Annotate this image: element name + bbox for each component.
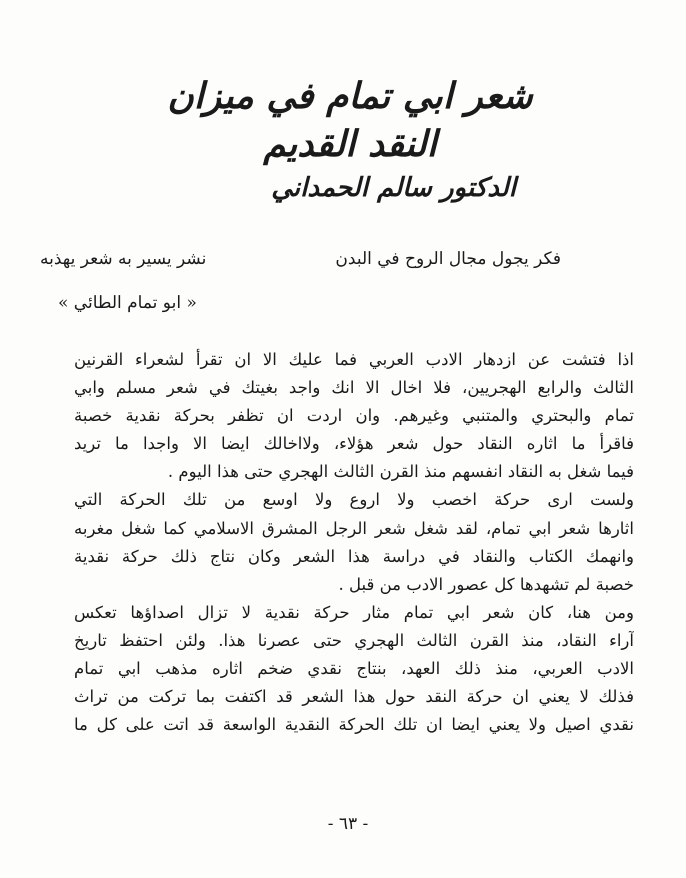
- text-line: فيما شغل به النقاد انفسهم منذ القرن الثالث الهجري حتى هذا اليوم .: [167, 462, 634, 482]
- text-line: اثارها شعر ابي تمام، لقد شغل شعر الرجل المشرق الاسلامي كما شغل مغربه: [74, 518, 634, 538]
- text-line: ومن هنا، كان شعر ابي تمام مثار حركة نقدية لا تزال اصداؤها تعكس: [74, 602, 634, 622]
- text-line: الثالث والرابع الهجريين، فلا اخال الا انك واجد بغيتك في شعر مسلم وابي: [74, 378, 634, 398]
- text-line: وانهمك الكتاب والنقاد في دراسة هذا الشعر وكان نتاج ذلك حركة نقدية: [74, 546, 634, 566]
- text-line: نقدي اصيل ولا يعني ايضا ان تلك الحركة النقدية الواسعة قد اتت على كل ما: [74, 715, 634, 735]
- verse-second-hemistich: نشر يسير به شعر يهذبه: [40, 249, 207, 269]
- author-name: الدكتور سالم الحمداني: [271, 173, 516, 203]
- text-line: فذلك لا يعني ان حركة النقد حول هذا الشعر قد اكتفت بما تركت من تراث: [74, 687, 634, 707]
- body-text: [74, 346, 634, 739]
- epigraph-verse: [0, 244, 686, 274]
- verse-attribution: « ابو تمام الطائي »: [58, 293, 197, 313]
- text-line: خصبة لم تشهدها كل عصور الادب من قبل .: [338, 574, 634, 594]
- text-line: تمام والبحتري والمتنبي وغيرهم. وان اردت ان تظفر بحركة نقدية خصبة: [74, 406, 634, 426]
- text-line: اذا فتشت عن ازدهار الادب العربي فما عليك الا ان تقرأ لشعراء القرنين: [74, 350, 634, 369]
- text-line: فاقرأ ما اثاره النقاد حول شعر هؤلاء، ولااخالك ايضا الا واجدا ما تريد: [74, 434, 634, 454]
- page-number: - ٦٣ -: [327, 814, 369, 834]
- text-line: ولست ارى حركة اخصب ولا اروع ولا اوسع من تلك الحركة التي: [74, 490, 634, 510]
- text-line: الادب العربي، منذ ذلك العهد، بنتاج نقدي ضخم اثاره مذهب ابي تمام: [74, 659, 634, 679]
- verse-first-hemistich: فكر يجول مجال الروح في البدن: [335, 249, 561, 269]
- page-title: شعر ابي تمام في ميزان النقد القديم: [167, 75, 533, 165]
- text-line: آراء النقاد، منذ القرن الثالث الهجري حتى عصرنا هذا. ولئن احتفظ تاريخ: [74, 630, 634, 650]
